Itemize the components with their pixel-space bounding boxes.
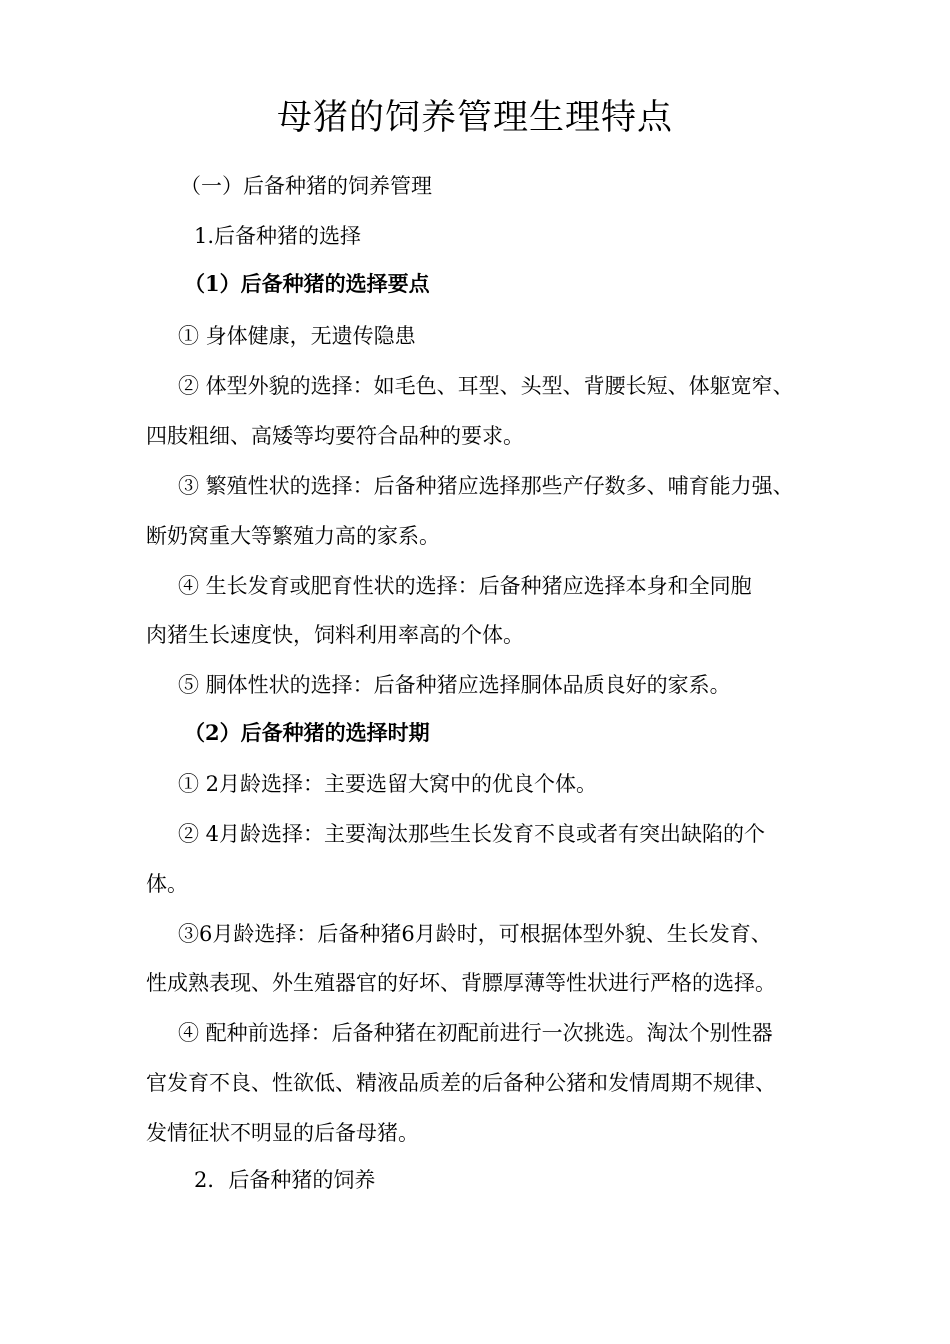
paragraph-line: 肉猪生长速度快，饲料利用率高的个体。 [146, 623, 524, 647]
paragraph-line: ① 2月龄选择：主要选留大窝中的优良个体。 [178, 772, 598, 796]
subsection-heading: 1.后备种猪的选择 [194, 224, 362, 248]
paragraph-line: ④ 配种前选择：后备种猪在初配前进行一次挑选。淘汰个别性器 [178, 1021, 773, 1045]
paragraph-line: ① 身体健康，无遗传隐患 [178, 324, 416, 348]
paragraph-line: 官发育不良、性欲低、精液品质差的后备种公猪和发情周期不规律、 [146, 1071, 776, 1095]
paragraph-line: ② 4月龄选择：主要淘汰那些生长发育不良或者有突出缺陷的个 [178, 822, 766, 846]
paragraph-line: 性成熟表现、外生殖器官的好坏、背膘厚薄等性状进行严格的选择。 [146, 971, 776, 995]
subsection-heading-bold: （1）后备种猪的选择要点 [184, 271, 430, 296]
paragraph-line: ② 体型外貌的选择：如毛色、耳型、头型、背腰长短、体躯宽窄、 [178, 374, 794, 398]
paragraph-line: ③ 繁殖性状的选择：后备种猪应选择那些产仔数多、哺育能力强、 [178, 474, 794, 498]
subsection-heading: 2．后备种猪的饲养 [194, 1168, 376, 1192]
paragraph-line: 发情征状不明显的后备母猪。 [146, 1121, 419, 1145]
paragraph-line: 四肢粗细、高矮等均要符合品种的要求。 [146, 424, 524, 448]
paragraph-line: ④ 生长发育或肥育性状的选择：后备种猪应选择本身和全同胞 [178, 574, 752, 598]
document-title: 母猪的饲养管理生理特点 [276, 98, 673, 138]
section-heading: （一）后备种猪的饲养管理 [180, 174, 432, 198]
paragraph-line: 断奶窝重大等繁殖力高的家系。 [146, 524, 440, 548]
paragraph-line: ⑤ 胴体性状的选择：后备种猪应选择胴体品质良好的家系。 [178, 673, 731, 697]
subsection-heading-bold: （2）后备种猪的选择时期 [184, 720, 430, 745]
paragraph-line: 体。 [146, 872, 188, 896]
paragraph-line: ③6月龄选择：后备种猪6月龄时，可根据体型外貌、生长发育、 [178, 922, 772, 946]
